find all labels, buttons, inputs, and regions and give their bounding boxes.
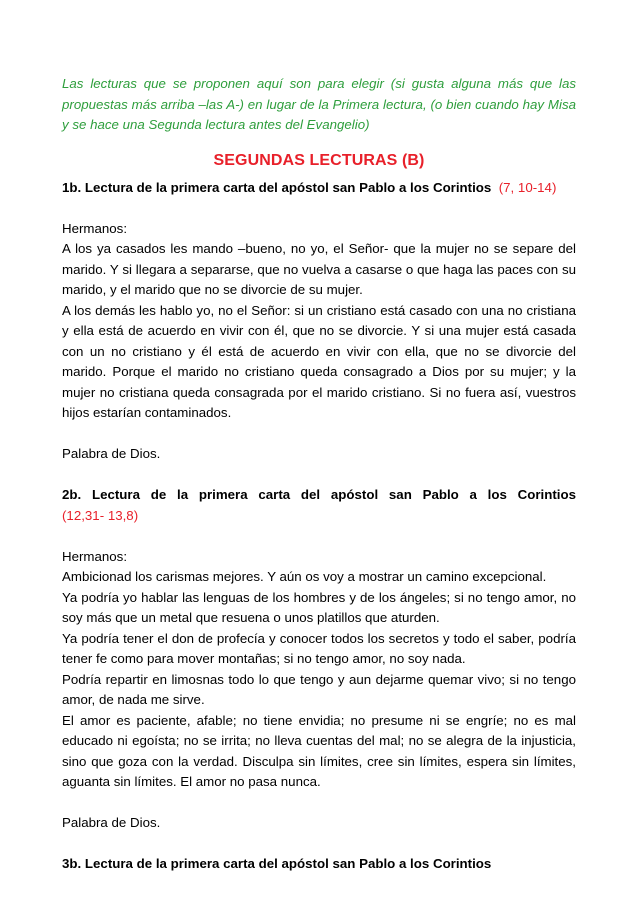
- reading-paragraph: A los ya casados les mando –bueno, no yo, el Señor- que la mujer no se separe del marido. Y si llegara a separarse, que no vuelva a casarse o que haga las paces con su marido, y el marido que no se divorcie de su mujer.: [62, 241, 576, 297]
- reading-reference: (12,31- 13,8): [62, 507, 139, 523]
- intro-note: Las lecturas que se proponen aquí son para elegir (si gusta alguna más que las propuestas más arriba –las A-) en lugar de la Primera lectura, (o bien cuando hay Misa y se hace una Segunda lectura antes del Evangelio): [62, 76, 576, 132]
- reading-closing: Palabra de Dios.: [62, 446, 161, 461]
- reading-2b: [62, 485, 576, 834]
- reading-paragraph: Ya podría yo hablar las lenguas de los hombres y de los ángeles; si no tengo amor, no soy más que un metal que resuena o unos platillos que aturden.: [62, 589, 576, 625]
- reading-3b: [62, 854, 576, 875]
- reading-1b: [62, 178, 576, 465]
- reading-reference: (7, 10-14): [498, 179, 557, 195]
- reading-heading-text: 1b. Lectura de la primera carta del apóstol san Pablo a los Corintios: [62, 179, 492, 195]
- reading-paragraph: Podría repartir en limosnas todo lo que tengo y aun dejarme quemar vivo; si no tengo amor, de nada me sirve.: [62, 671, 576, 707]
- reading-heading: [62, 178, 576, 199]
- reading-paragraph: Ambicionad los carismas mejores. Y aún os voy a mostrar un camino excepcional.: [62, 569, 547, 584]
- reading-greeting: Hermanos:: [62, 220, 128, 236]
- reading-heading: [62, 485, 576, 506]
- reading-paragraph: A los demás les hablo yo, no el Señor: si un cristiano está casado con una no cristiana y ella está de acuerdo en vivir con él, que no se divorcie. Y si una mujer está casada con un no cristiano y él está de acuerdo en vivir con ella, que no se divorcie del marido. Porque el marido no cristiano queda consagrado a Dios por su mujer; y la mujer no cristiana queda consagrada por el marido cristiano. Si no fuera así, vuestros hijos estarían contaminados.: [62, 302, 576, 420]
- reading-paragraph: El amor es paciente, afable; no tiene envidia; no presume ni se engríe; no es mal educado ni egoísta; no se irrita; no lleva cuentas del mal; no se alegra de la injusticia, sino que goza con la verdad. Disculpa sin límites, cree sin límites, espera sin límites, aguanta sin límites. El amor no pasa nunca.: [62, 712, 576, 789]
- reading-paragraph: Ya podría tener el don de profecía y conocer todos los secretos y todo el saber, podría tener fe como para mover montañas; si no tengo amor, no soy nada.: [62, 630, 576, 666]
- reading-heading: [62, 854, 576, 875]
- reading-closing: Palabra de Dios.: [62, 815, 161, 830]
- reading-heading-text: 2b. Lectura de la primera carta del apóstol san Pablo a los Corintios: [62, 487, 576, 502]
- reading-greeting: Hermanos:: [62, 548, 128, 564]
- section-title: SEGUNDAS LECTURAS (B): [213, 151, 425, 169]
- reading-heading-text: 3b. Lectura de la primera carta del apóstol san Pablo a los Corintios: [62, 856, 492, 871]
